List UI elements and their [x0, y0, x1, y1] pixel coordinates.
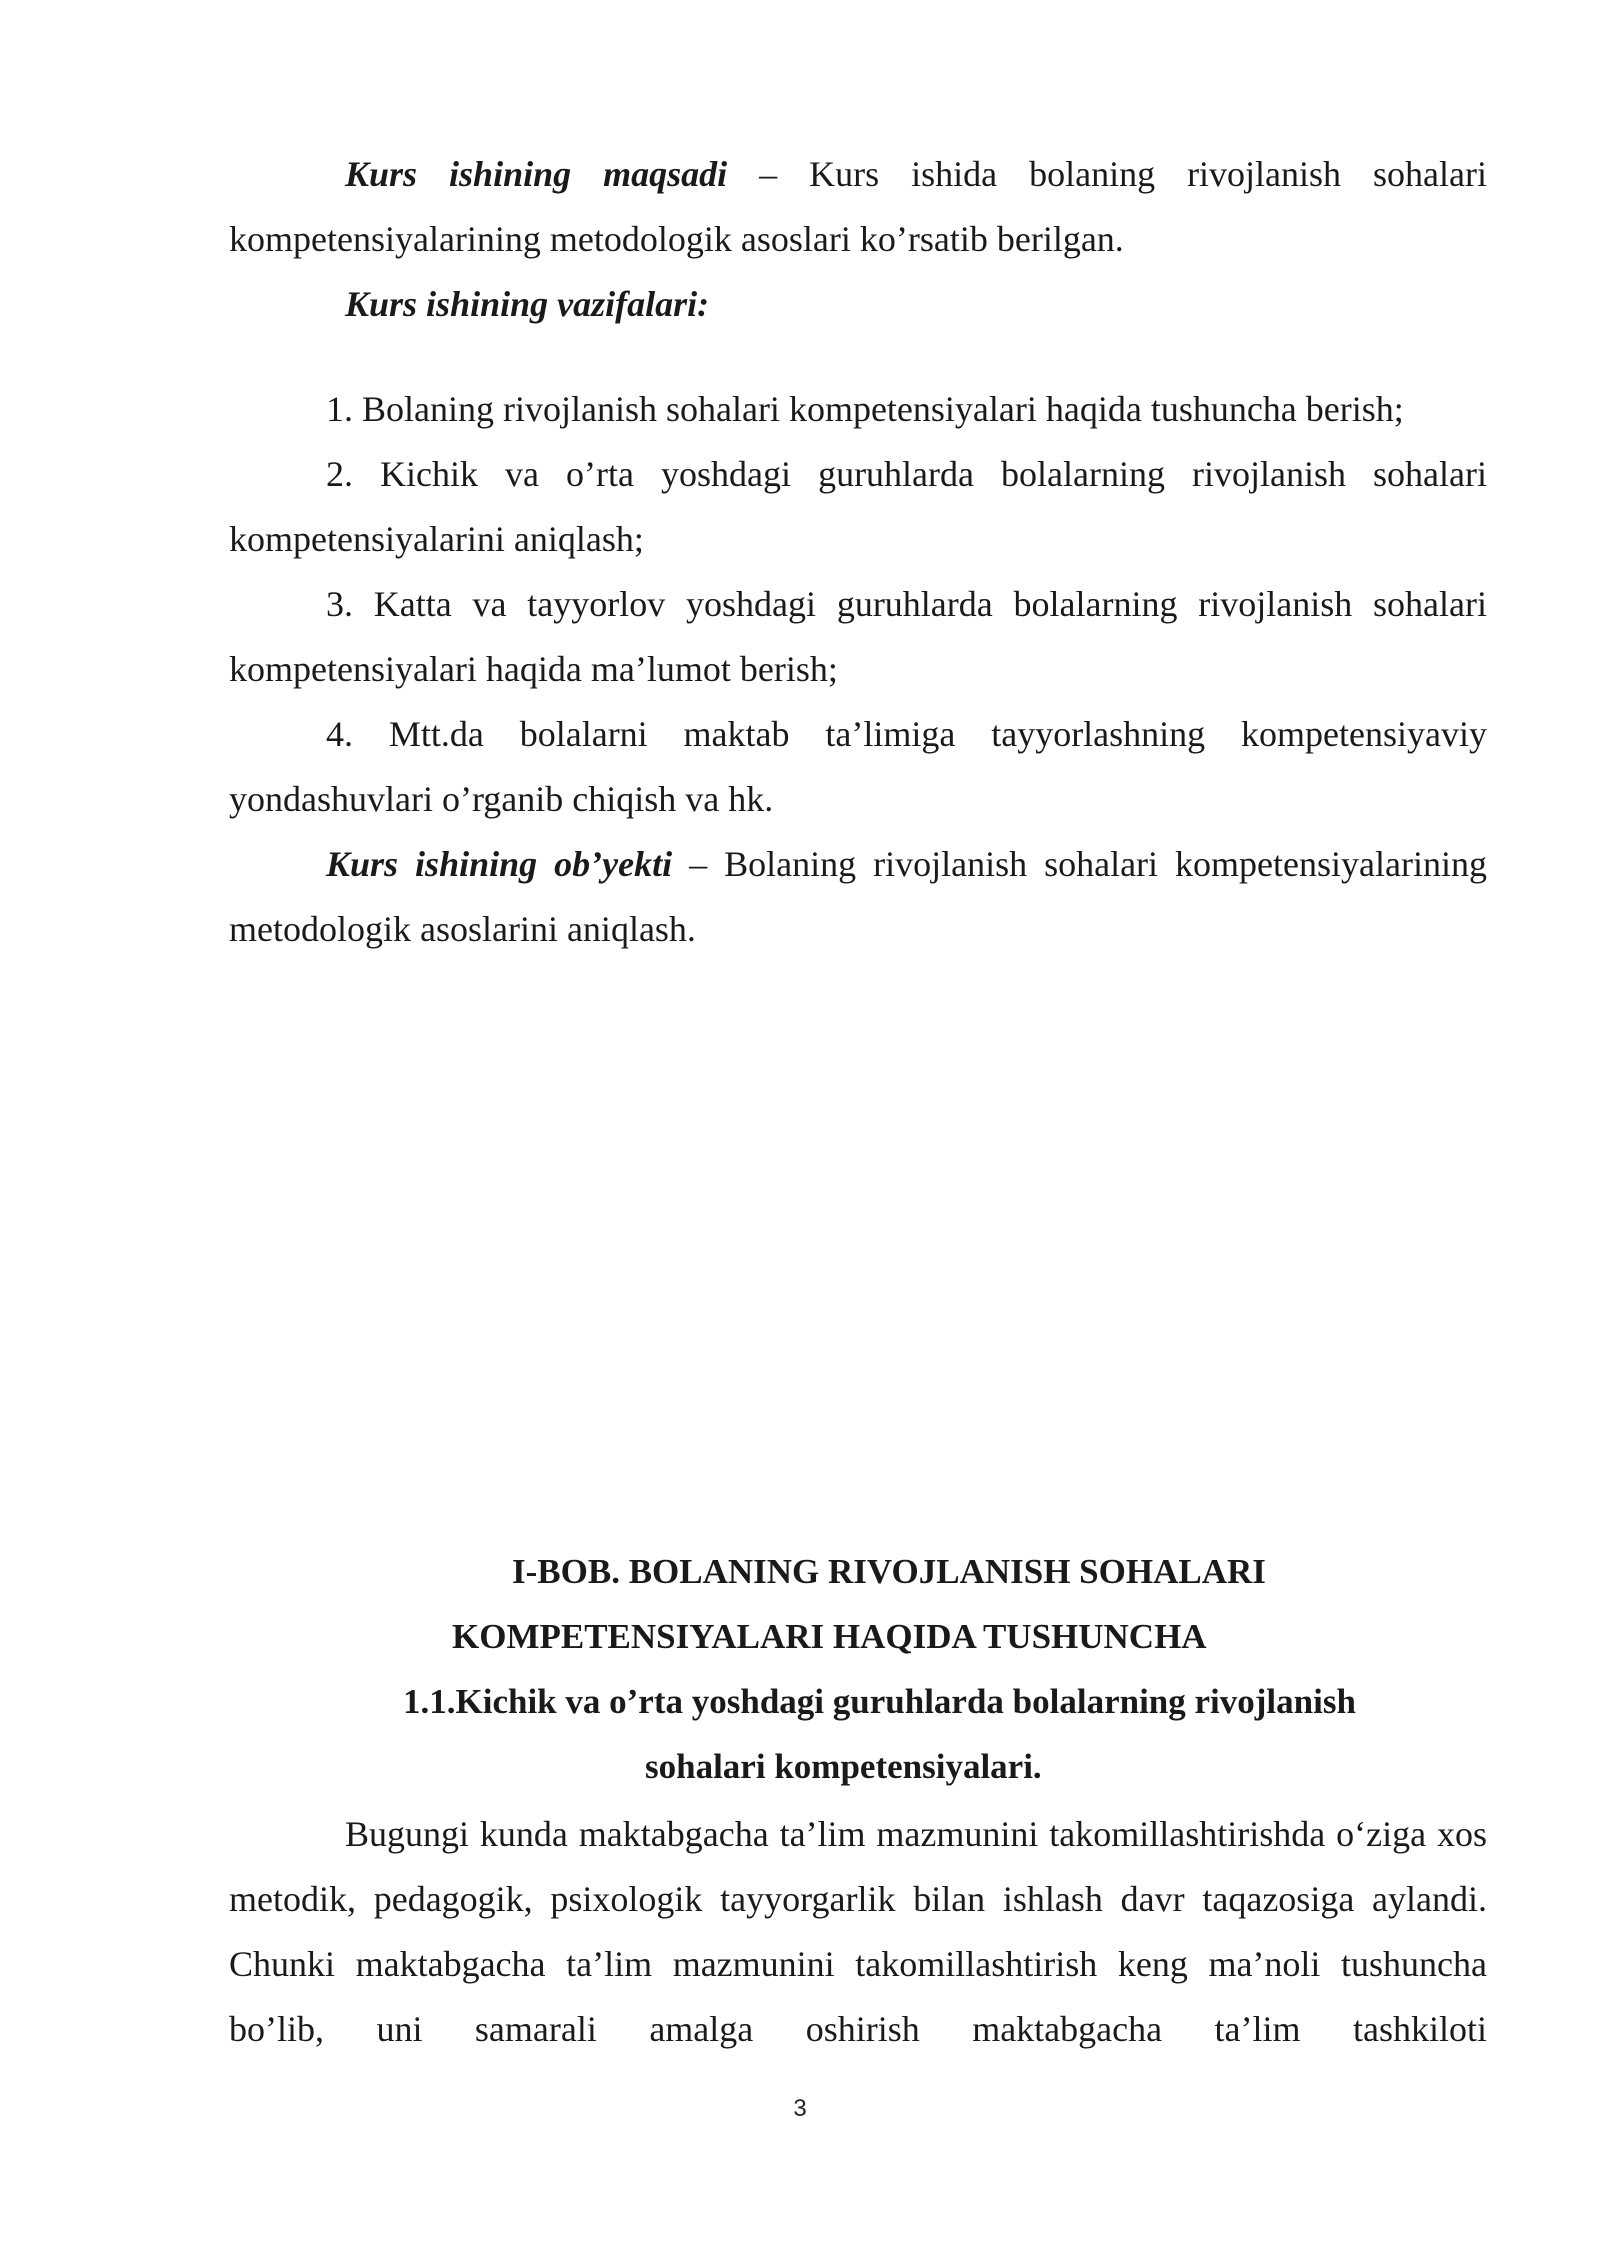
task-item-3: 3. Katta va tayyorlov yoshdagi guruhlarda bolalarning rivojlanish sohalari kompetensiyalari haqida ma’lumot berish; [229, 584, 1487, 689]
object-paragraph [229, 832, 1487, 962]
object-label: Kurs ishining ob’yekti [326, 844, 673, 884]
task-item-1: 1. Bolaning rivojlanish sohalari kompetensiyalari haqida tushuncha berish; [326, 389, 1404, 429]
goal-text: – Kurs ishida bolaning rivojlanish sohalari kompetensiyalarining metodologik asoslari ko’rsatib berilgan. [229, 154, 1487, 259]
task-item-2: 2. Kichik va o’rta yoshdagi guruhlarda bolalarning rivojlanish sohalari kompetensiyalarini aniqlash; [229, 454, 1487, 559]
goal-label: Kurs ishining maqsadi [345, 154, 728, 194]
section-title-line-2: sohalari kompetensiyalari. [645, 1747, 1042, 1786]
tasks-heading: Kurs ishining vazifalari: [345, 284, 710, 324]
object-text: – Bolaning rivojlanish sohalari kompetensiyalarining metodologik asoslarini aniqlash. [229, 844, 1487, 949]
section-title-line-1: 1.1.Kichik va o’rta yoshdagi guruhlarda bolalarning rivojlanish [403, 1682, 1356, 1721]
chapter-title-line-2: KOMPETENSIYALARI HAQIDA TUSHUNCHA [452, 1617, 1207, 1656]
body-paragraph: Bugungi kunda maktabgacha ta’lim mazmunini takomillashtirishda o‘ziga xos metodik, pedagogik, psixologik tayyorgarlik bilan ishlash davr taqazosiga aylandi. Chunki maktabgacha ta’lim mazmunini takomillashtirish keng ma’noli tushuncha bo’lib, uni samarali amalga oshirish maktabgacha ta’lim tashkiloti [229, 1814, 1487, 2049]
task-item-4: 4. Mtt.da bolalarni maktab ta’limiga tayyorlashning kompetensiyaviy yondashuvlari o’rganib chiqish va hk. [229, 714, 1487, 819]
page-number: 3 [793, 2095, 807, 2122]
chapter-title-line-1: I-BOB. BOLANING RIVOJLANISH SOHALARI [512, 1552, 1266, 1591]
goal-paragraph [229, 142, 1487, 272]
